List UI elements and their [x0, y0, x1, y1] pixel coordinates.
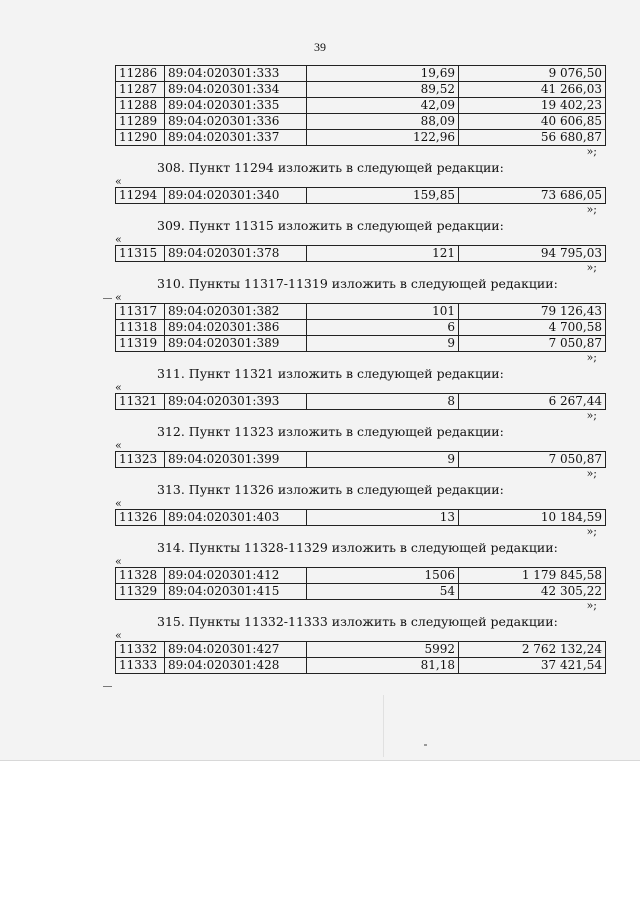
cadastral-number-cell: 89:04:020301:334 — [165, 82, 307, 98]
value-cell: 73 686,05 — [459, 188, 606, 204]
item-number-cell: 11315 — [116, 246, 165, 262]
closing-quote: »; — [586, 145, 597, 158]
amendment-heading: 313. Пункт 11326 изложить в следующей редакции: — [157, 482, 504, 497]
value-cell: 4 700,58 — [459, 320, 606, 336]
area-cell: 89,52 — [307, 82, 459, 98]
area-cell: 81,18 — [307, 658, 459, 674]
amendment-table — [115, 393, 606, 410]
table-row — [116, 568, 606, 584]
item-number-cell: 11289 — [116, 114, 165, 130]
closing-quote: »; — [586, 467, 597, 480]
cadastral-number-cell: 89:04:020301:382 — [165, 304, 307, 320]
opening-quote: « — [115, 497, 122, 510]
cadastral-number-cell: 89:04:020301:336 — [165, 114, 307, 130]
amendment-table — [115, 509, 606, 526]
table-row — [116, 66, 606, 82]
table-row — [116, 510, 606, 526]
item-number-cell: 11328 — [116, 568, 165, 584]
amendment-heading: 311. Пункт 11321 изложить в следующей редакции: — [157, 366, 504, 381]
item-number-cell: 11323 — [116, 452, 165, 468]
amendment-heading: 309. Пункт 11315 изложить в следующей редакции: — [157, 218, 504, 233]
amendment-heading: 315. Пункты 11332-11333 изложить в следующей редакции: — [157, 614, 558, 629]
amendment-table — [115, 641, 606, 674]
amendment-heading: 314. Пункты 11328-11329 изложить в следующей редакции: — [157, 540, 558, 555]
amendment-table — [115, 567, 606, 600]
table-row — [116, 642, 606, 658]
closing-quote: »; — [586, 203, 597, 216]
opening-quote: « — [115, 555, 122, 568]
table-row — [116, 336, 606, 352]
cadastral-number-cell: 89:04:020301:428 — [165, 658, 307, 674]
item-number-cell: 11286 — [116, 66, 165, 82]
area-cell: 121 — [307, 246, 459, 262]
cadastral-number-cell: 89:04:020301:399 — [165, 452, 307, 468]
table-row — [116, 394, 606, 410]
scan-artifact-line — [383, 695, 384, 757]
cadastral-number-cell: 89:04:020301:333 — [165, 66, 307, 82]
closing-quote: »; — [586, 599, 597, 612]
value-cell: 19 402,23 — [459, 98, 606, 114]
area-cell: 6 — [307, 320, 459, 336]
value-cell: 94 795,03 — [459, 246, 606, 262]
area-cell: 1506 — [307, 568, 459, 584]
item-number-cell: 11287 — [116, 82, 165, 98]
page-number: 39 — [314, 40, 326, 54]
value-cell: 56 680,87 — [459, 130, 606, 146]
item-number-cell: 11333 — [116, 658, 165, 674]
area-cell: 101 — [307, 304, 459, 320]
value-cell: 40 606,85 — [459, 114, 606, 130]
item-number-cell: 11288 — [116, 98, 165, 114]
table-row — [116, 452, 606, 468]
area-cell: 42,09 — [307, 98, 459, 114]
area-cell: 9 — [307, 452, 459, 468]
value-cell: 79 126,43 — [459, 304, 606, 320]
cadastral-number-cell: 89:04:020301:378 — [165, 246, 307, 262]
document-body — [115, 65, 602, 674]
closing-quote: »; — [586, 409, 597, 422]
area-cell: 159,85 — [307, 188, 459, 204]
item-number-cell: 11317 — [116, 304, 165, 320]
item-number-cell: 11319 — [116, 336, 165, 352]
amendment-table — [115, 245, 606, 262]
table-row — [116, 304, 606, 320]
item-number-cell: 11332 — [116, 642, 165, 658]
cadastral-number-cell: 89:04:020301:335 — [165, 98, 307, 114]
opening-quote: « — [115, 439, 122, 452]
area-cell: 13 — [307, 510, 459, 526]
value-cell: 37 421,54 — [459, 658, 606, 674]
amendment-heading: 308. Пункт 11294 изложить в следующей редакции: — [157, 160, 504, 175]
opening-quote: « — [115, 629, 122, 642]
amendment-heading: 312. Пункт 11323 изложить в следующей редакции: — [157, 424, 504, 439]
table-row — [116, 188, 606, 204]
value-cell: 6 267,44 — [459, 394, 606, 410]
cadastral-number-cell: 89:04:020301:427 — [165, 642, 307, 658]
value-cell: 10 184,59 — [459, 510, 606, 526]
item-number-cell: 11318 — [116, 320, 165, 336]
value-cell: 7 050,87 — [459, 452, 606, 468]
cadastral-table — [115, 65, 606, 146]
amendment-table — [115, 303, 606, 352]
area-cell: 9 — [307, 336, 459, 352]
margin-mark — [103, 298, 112, 299]
opening-quote: « — [115, 291, 122, 304]
closing-quote: »; — [586, 261, 597, 274]
table-row — [116, 114, 606, 130]
amendment-table — [115, 187, 606, 204]
margin-mark — [103, 686, 112, 687]
item-number-cell: 11294 — [116, 188, 165, 204]
value-cell: 7 050,87 — [459, 336, 606, 352]
item-number-cell: 11321 — [116, 394, 165, 410]
area-cell: 5992 — [307, 642, 459, 658]
opening-quote: « — [115, 381, 122, 394]
area-cell: 19,69 — [307, 66, 459, 82]
cadastral-number-cell: 89:04:020301:393 — [165, 394, 307, 410]
cadastral-number-cell: 89:04:020301:403 — [165, 510, 307, 526]
opening-quote: « — [115, 175, 122, 188]
value-cell: 2 762 132,24 — [459, 642, 606, 658]
cadastral-number-cell: 89:04:020301:340 — [165, 188, 307, 204]
closing-quote: »; — [586, 351, 597, 364]
cadastral-number-cell: 89:04:020301:386 — [165, 320, 307, 336]
area-cell: 8 — [307, 394, 459, 410]
closing-quote: »; — [586, 525, 597, 538]
table-row — [116, 82, 606, 98]
value-cell: 9 076,50 — [459, 66, 606, 82]
table-row — [116, 98, 606, 114]
value-cell: 1 179 845,58 — [459, 568, 606, 584]
opening-quote: « — [115, 233, 122, 246]
value-cell: 41 266,03 — [459, 82, 606, 98]
table-row — [116, 320, 606, 336]
amendment-table — [115, 451, 606, 468]
item-number-cell: 11329 — [116, 584, 165, 600]
area-cell: 122,96 — [307, 130, 459, 146]
scan-speck — [424, 744, 427, 746]
cadastral-number-cell: 89:04:020301:415 — [165, 584, 307, 600]
value-cell: 42 305,22 — [459, 584, 606, 600]
page-edge — [0, 760, 640, 761]
table-row — [116, 130, 606, 146]
amendment-heading: 310. Пункты 11317-11319 изложить в следующей редакции: — [157, 276, 558, 291]
area-cell: 54 — [307, 584, 459, 600]
table-row — [116, 584, 606, 600]
table-row — [116, 658, 606, 674]
cadastral-number-cell: 89:04:020301:389 — [165, 336, 307, 352]
cadastral-number-cell: 89:04:020301:337 — [165, 130, 307, 146]
table-row — [116, 246, 606, 262]
area-cell: 88,09 — [307, 114, 459, 130]
item-number-cell: 11290 — [116, 130, 165, 146]
cadastral-number-cell: 89:04:020301:412 — [165, 568, 307, 584]
item-number-cell: 11326 — [116, 510, 165, 526]
